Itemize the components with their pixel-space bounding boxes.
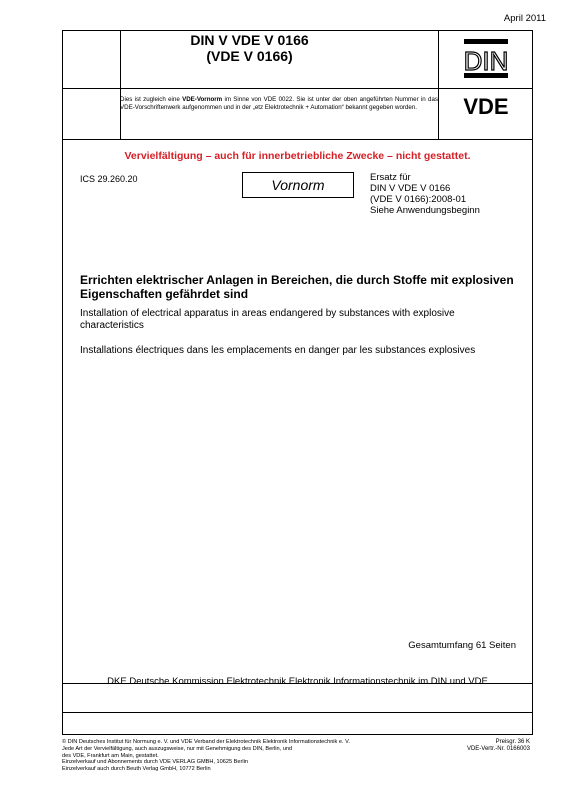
replacement-line: Ersatz für	[370, 172, 411, 183]
footer-line: © DIN Deutsches Institut für Normung e. V. und VDE Verband der Elektrotechnik Elektronik Informationstechnik e. V.	[62, 739, 350, 745]
document-frame	[62, 30, 533, 735]
vde-notice	[120, 96, 438, 112]
footer-line: Einzelverkauf und Abonnements durch VDE VERLAG GMBH, 10625 Berlin	[62, 759, 248, 766]
divider	[63, 712, 532, 713]
divider	[438, 31, 439, 139]
footer-line: Einzelverkauf auch durch Beuth Verlag GmbH, 10772 Berlin	[62, 766, 211, 773]
publication-date: April 2011	[503, 13, 546, 24]
title-line-1: DIN V VDE V 0166	[190, 32, 309, 48]
title-french: Installations électriques dans les emplacements en danger par les substances explosives	[80, 345, 476, 356]
document-number	[62, 32, 437, 64]
notice-text: Dies ist zugleich eine	[120, 96, 183, 103]
replacement-line: DIN V VDE V 0166	[370, 183, 451, 194]
dke-line: DKE Deutsche Kommission Elektrotechnik Elektronik Informationstechnik im DIN und VDE	[107, 676, 488, 687]
notice-text: im Sinne von VDE 0022. Sie ist unter der oben angeführten Nummer in das VDE-Vorschriftenwerk aufgenommen und in der „etz Elektrotechnik + Automation“ bekannt gegeben worden.	[120, 96, 438, 111]
vde-logo	[448, 91, 524, 121]
title-german: Errichten elektrischer Anlagen in Bereichen, die durch Stoffe mit explosiven Eigenschaften gefährdet sind	[80, 273, 514, 301]
vde-logo-text: VDE	[463, 94, 509, 119]
distribution-number: VDE-Vertr.-Nr. 0166003	[466, 746, 530, 753]
replacement-line: Siehe Anwendungsbeginn	[370, 205, 480, 216]
total-pages: Gesamtumfang 61 Seiten	[408, 640, 516, 651]
footer-price	[467, 739, 530, 753]
replacement-line: (VDE V 0166):2008-01	[370, 194, 467, 205]
footer-copyright	[62, 739, 432, 773]
title-english: Installation of electrical apparatus in areas endangered by substances with explosive characteristics	[80, 308, 455, 331]
notice-bold: VDE-Vornorm	[182, 96, 223, 103]
ics-code: ICS 29.260.20	[80, 174, 138, 184]
divider	[63, 88, 532, 89]
replacement-info	[370, 172, 480, 216]
din-logo-text: DIN	[463, 46, 509, 76]
din-logo	[448, 36, 524, 82]
footer-line: des VDE, Frankfurt am Main, gestattet.	[62, 752, 159, 759]
footer-line: Jede Art der Vervielfältigung, auch auszugsweise, nur mit Genehmigung des DIN, Berlin, und	[62, 745, 293, 752]
divider	[63, 139, 532, 140]
copy-warning: Vervielfältigung – auch für innerbetriebliche Zwecke – nicht gestattet.	[124, 150, 471, 162]
title-line-2: (VDE V 0166)	[206, 48, 293, 64]
price-group: Preisgr. 36 K	[495, 739, 530, 745]
document-type-box: Vornorm	[242, 172, 354, 198]
